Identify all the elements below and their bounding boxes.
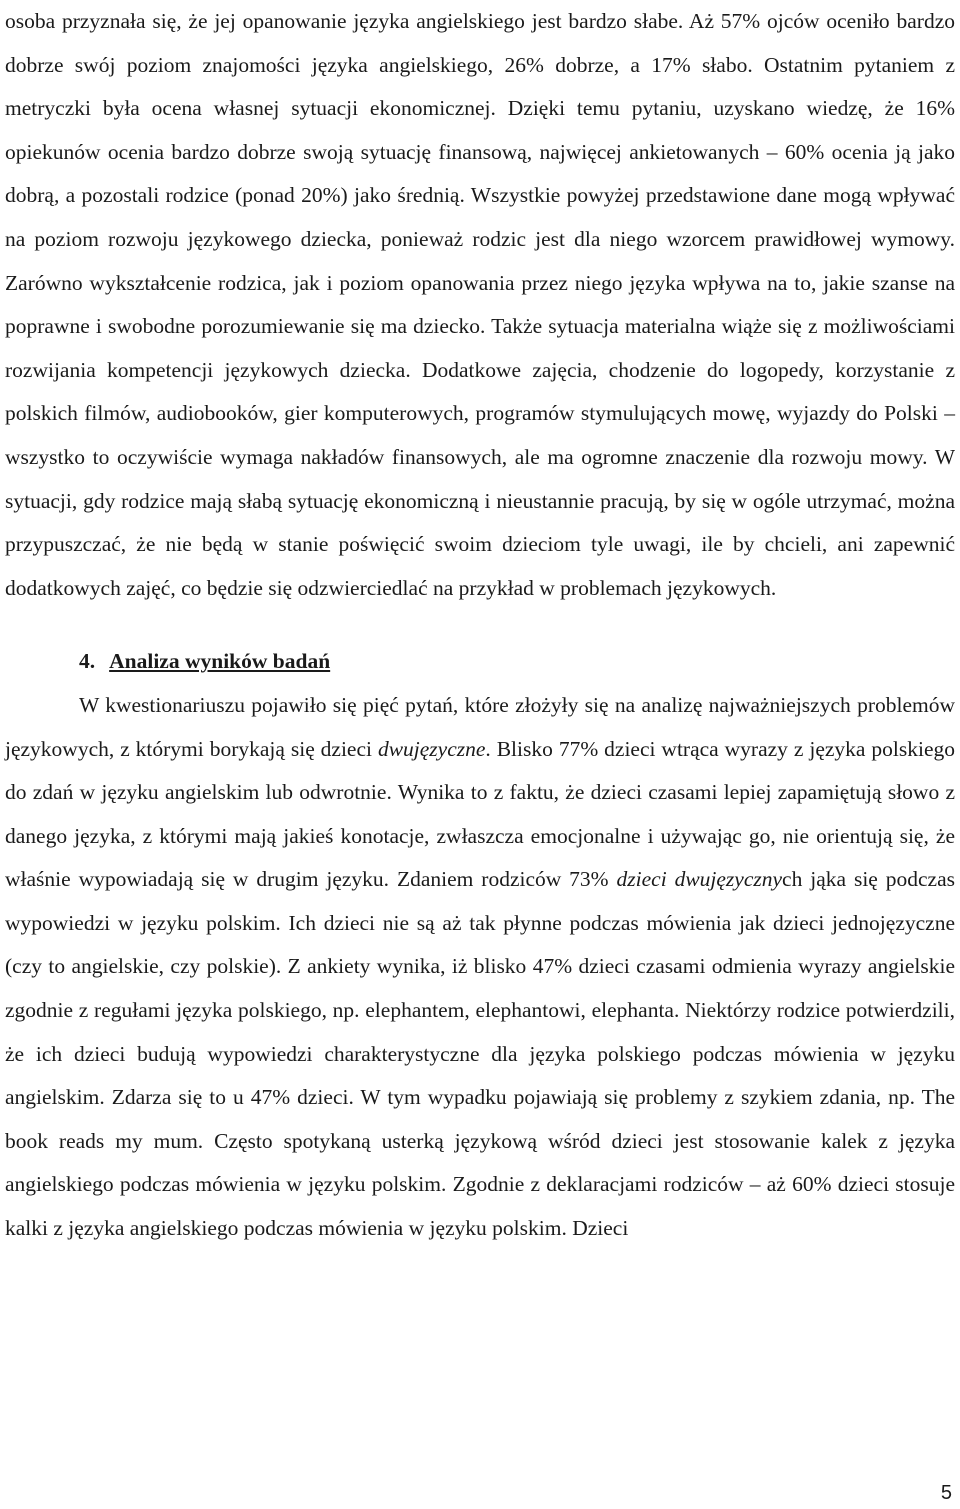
- section-number: 4.: [79, 649, 96, 674]
- body-paragraph: osoba przyznała się, że jej opanowanie języka angielskiego jest bardzo słabe. Aż 57% ojców oceniło bardzo dobrze swój poziom znajomości języka angielskiego, 26% dobrze, a 17% słabo. Ostatnim pytaniem z metryczki była ocena własnej sytuacji ekonomicznej. Dzięki temu pytaniu, uzyskano wiedzę, że 16% opiekunów ocenia bardzo dobrze swoją sytuację finansową, najwięcej ankietowanych – 60% ocenia ją jako dobrą, a pozostali rodzice (ponad 20%) jako średnią. Wszystkie powyżej przedstawione dane mogą wpływać na poziom rozwoju językowego dziecka, ponieważ rodzic jest dla niego wzorcem prawidłowej wymowy. Zarówno wykształcenie rodzica, jak i poziom opanowania przez niego języka wpływa na to, jakie szanse na poprawne i swobodne porozumiewanie się ma dziecko. Także sytuacja materialna wiąże się z możliwościami rozwijania kompetencji językowych dziecka. Dodatkowe zajęcia, chodzenie do logopedy, korzystanie z polskich filmów, audiobooków, gier komputerowych, programów stymulujących mowę, wyjazdy do Polski – wszystko to oczywiście wymaga nakładów finansowych, ale ma ogromne znaczenie dla rozwoju mowy. W sytuacji, gdy rodzice mają słabą sytuację ekonomiczną i nieustannie pracują, by się w ogóle utrzymać, można przypuszczać, że nie będą w stanie poświęcić swoim dzieciom tyle uwagi, ile by chcieli, ani zapewnić dodatkowych zajęć, co będzie się odzwierciedlać na przykład w problemach językowych.: [5, 9, 955, 600]
- section-title: Analiza wyników badań: [109, 649, 331, 674]
- paragraph-text: . Blisko 77% dzieci wtrąca wyrazy z języka polskiego do zdań w języku angielskim lub odwrotnie. Wynika to z faktu, że dzieci czasami lepiej zapamiętują słowo z danego języka, z którymi mają jakieś konotacje, zwłaszcza emocjonalne i używając go, nie orientują się, że właśnie wypowiadają się w drugim języku. Zdaniem rodziców 73%: [5, 736, 955, 892]
- paragraph-text: W kwestionariuszu pojawiło się pięć pytań, które złożyły się na analizę najważniejszych problemów językowych, z którymi borykają się dzieci: [5, 692, 955, 761]
- page-number: 5: [940, 1482, 952, 1504]
- italic-term: dwujęzyczne: [377, 736, 486, 761]
- italic-term: dzieci dwujęzyczny: [616, 867, 783, 892]
- paragraph-text: ch jąka się podczas wypowiedzi w języku polskim. Ich dzieci nie są aż tak płynne podczas mówienia jak dzieci jednojęzyczne (czy to angielskie, czy polskie). Z ankiety wynika, iż blisko 47% dzieci czasami odmienia wyrazy angielskie zgodnie z regułami języka polskiego, np. elephantem, elephantowi, elephanta. Niektórzy rodzice potwierdzili, że ich dzieci budują wypowiedzi charakterystyczne dla języka polskiego podczas mówienia w języku angielskim. Zdarza się to u 47% dzieci. W tym wypadku pojawiają się problemy z szykiem zdania, np. The book reads my mum. Często spotykaną usterką językową wśród dzieci jest stosowanie kalek z języka angielskiego podczas mówienia w języku polskim. Zgodnie z deklaracjami rodziców – aż 60% dzieci stosuje kalki z języka angielskiego podczas mówienia w języku polskim. Dzieci: [5, 867, 956, 1241]
- section-heading: [5, 640, 955, 684]
- body-paragraph: [5, 684, 955, 1251]
- document-page: [5, 0, 955, 1251]
